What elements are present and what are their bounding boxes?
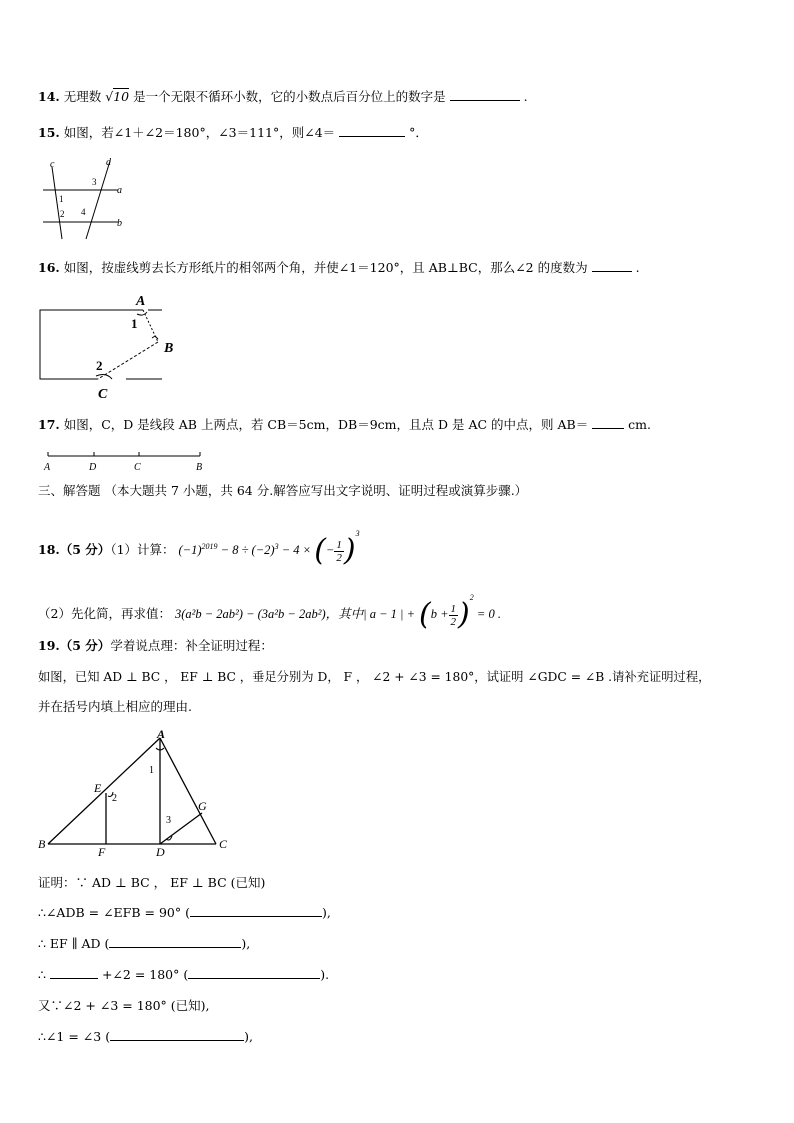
point-B-label: B [196,462,203,473]
q15-text: 如图，若∠1＋∠2＝180°，∠3＝111°，则∠4＝ [63,125,336,140]
q17-text: 如图，C，D 是线段 AB 上两点，若 CB＝5cm，DB＝9cm，且点 D 是 AC 的中点，则 AB＝ [63,417,589,432]
point-C-label: C [134,462,141,473]
proof-line-2: ∴∠ADB = ∠EFB = 90° ( ), [38,905,331,920]
point-C-label: C [98,387,108,402]
question-19-title: 19.（5 分）学着说点理：补全证明过程： [38,638,273,653]
q19-statement-line-2: 并在括号内填上相应的理由. [38,699,192,714]
reason-blank-4[interactable] [110,1028,244,1041]
q15-parallel-lines-figure [38,155,138,245]
question-18-part-1: 18.（5 分）（1）计算： $(-1)^{2019} - 8 \div (-2)^3 - 4$ × (− $\frac{1}{2}$ )$^3$ [38,529,360,569]
label-d: d [106,157,111,168]
reason-blank-1[interactable] [190,904,322,917]
proof-line-6: ∴∠1 = ∠3 ( ), [38,1029,253,1044]
point-A-label: A [157,728,166,741]
q18-number: 18. [38,542,60,557]
point-F-label: F [98,845,106,859]
question-16: 16. 如图，按虚线剪去长方形纸片的相邻两个角，并使∠1＝120°，且 AB⊥BC，那么∠2 的度数为 . [38,260,640,275]
point-B-label: B [164,341,173,356]
point-E-label: E [94,781,102,795]
answer-blank[interactable] [592,259,632,272]
angle-4-label: 4 [81,207,86,217]
answer-blank[interactable] [592,416,624,429]
point-D-label: D [156,845,165,859]
q16-rectangle-figure [38,290,173,402]
reason-blank-2[interactable] [109,935,241,948]
proof-line-3: ∴ EF ∥ AD ( ), [38,936,251,951]
q18-simplify-expression: 3(a²b − 2ab²) − (3a²b − 2ab²)，其中| a − 1 | + [174,607,416,621]
q18-expression: $(-1)^{2019} - 8 \div (-2)^3 - 4$ × (− $\frac{1}{2}$ )$^3$ [178,529,360,569]
question-17: 17. 如图，C，D 是线段 AB 上两点，若 CB＝5cm，DB＝9cm，且点 D 是 AC 的中点，则 AB＝ cm. [38,417,651,432]
point-C-label: C [219,837,228,851]
angle-1-label: 1 [149,765,154,776]
angle-3-label: 3 [92,177,97,187]
section-3-heading: 三、解答题 （本大题共 7 小题，共 64 分.解答应写出文字说明、证明过程或演算步骤.） [38,483,528,498]
q17-segment-figure [38,448,218,476]
angle-2-label: 2 [112,793,117,804]
point-A-label: A [44,462,51,473]
question-15: 15. 如图，若∠1＋∠2＝180°，∠3＝111°，则∠4＝ °． [38,125,428,140]
point-G-label: G [198,799,207,813]
q19-number: 19. [38,638,60,653]
proof-line-5: 又∵∠2 + ∠3 = 180° (已知), [38,998,210,1013]
q19-triangle-figure [36,728,236,860]
label-b: b [117,218,122,229]
q17-number: 17. [38,417,60,432]
angle-2-label: 2 [96,358,103,373]
q15-number: 15. [38,125,60,140]
q14-text-a: 无理数 [63,89,102,104]
q16-number: 16. [38,260,60,275]
angle-1-label: 1 [59,194,64,204]
question-14: 14. 无理数 √10 是一个无限不循环小数，它的小数点后百分位上的数字是 . [38,89,528,104]
angle-3-label: 3 [166,815,171,826]
point-B-label: B [38,837,46,851]
angle-1-label: 1 [131,316,138,331]
angle-blank[interactable] [50,966,98,979]
answer-blank[interactable] [339,124,405,137]
q16-text: 如图，按虚线剪去长方形纸片的相邻两个角，并使∠1＝120°，且 AB⊥BC，那么∠2 的度数为 [63,260,588,275]
answer-blank[interactable] [450,88,520,101]
point-D-label: D [89,462,97,473]
point-A-label: A [136,294,146,309]
q14-text-b: 是一个无限不循环小数，它的小数点后百分位上的数字是 [133,89,446,104]
angle-2-label: 2 [60,209,65,219]
q19-statement-line-1: 如图，已知 AD ⊥ BC ， EF ⊥ BC ，垂足分别为 D， F ， ∠2 + ∠3 = 180°，试证明 ∠GDC = ∠B .请补充证明过程， [38,670,711,684]
q14-number: 14. [38,89,60,104]
proof-line-4: ∴ +∠2 = 180° ( ). [38,967,330,982]
sqrt-radical: √10 [105,89,130,104]
reason-blank-3[interactable] [188,966,320,979]
question-18-part-2: （2）先化简，再求值： 3(a²b − 2ab²) − (3a²b − 2ab²)，其中| a − 1 | + (b + $\frac{1}{2}$ )$^2$ = 0 . [38,593,501,633]
label-a: a [117,185,122,196]
label-c: c [50,159,55,170]
proof-line-1: 证明：∵ AD ⊥ BC ， EF ⊥ BC (已知) [38,875,266,890]
